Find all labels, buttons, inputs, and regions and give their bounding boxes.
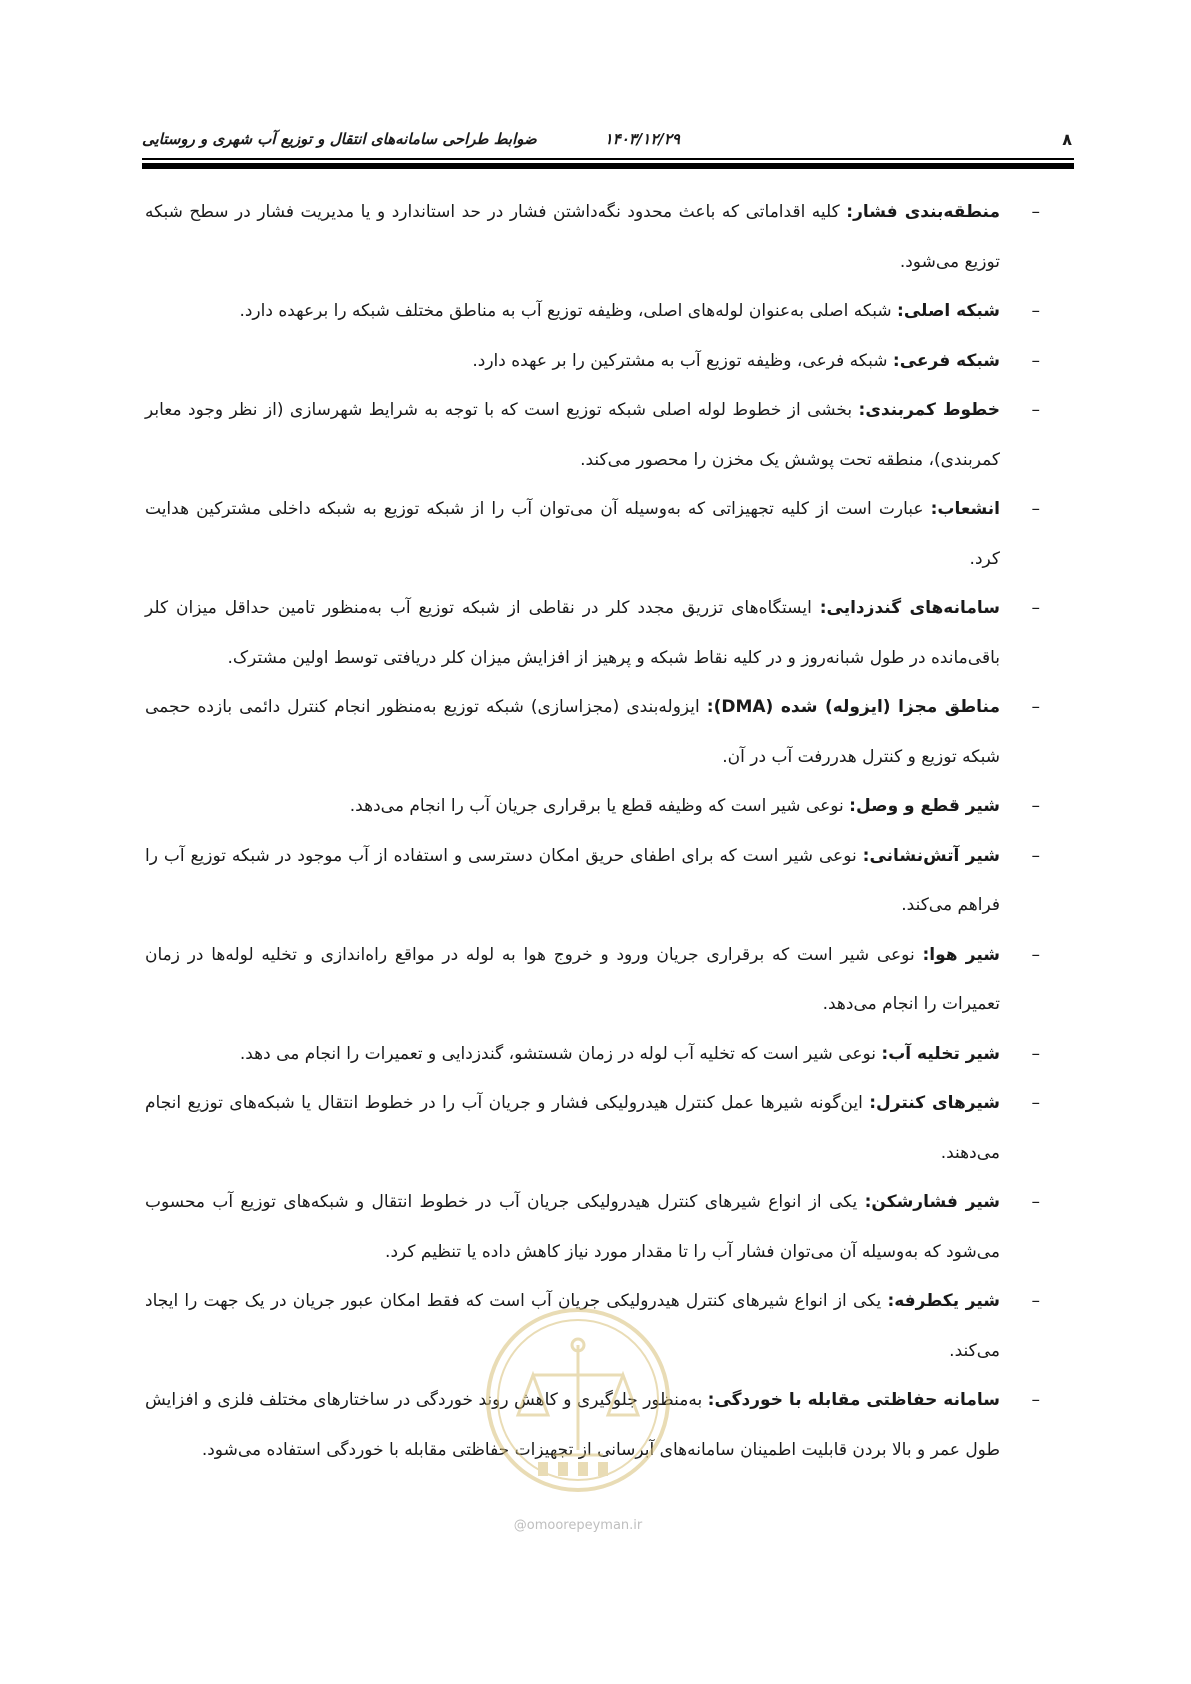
list-dash: – xyxy=(1031,1043,1040,1064)
list-dash: – xyxy=(1031,1390,1040,1410)
list-dash: – xyxy=(1031,598,1040,618)
definition-text: ایستگاه‌های تزریق مجدد کلر در نقاطی از شبکه توزیع آب به‌منظور تامین حداقل میزان کلر باقی‌مانده در طول شبانه‌روز و در کلیه نقاط شبکه و پرهیز از افزایش میزان کلر دریافتی توسط اولین مشترک. xyxy=(145,598,1000,668)
definition-term: شیر فشارشکن: xyxy=(864,1192,1000,1212)
list-dash: – xyxy=(1031,202,1040,222)
definition-term: انشعاب: xyxy=(930,499,1000,519)
definition-term: شبکه فرعی: xyxy=(892,350,1000,371)
definition-term: سامانه‌های گندزدایی: xyxy=(819,598,1000,618)
definition-text: کلیه اقداماتی که باعث محدود نگه‌داشتن فشار در حد استاندارد و یا مدیریت فشار در سطح شبکه توزیع می‌شود. xyxy=(145,202,1000,272)
list-dash: – xyxy=(1031,301,1040,321)
list-dash: – xyxy=(1031,1192,1040,1212)
definition-text: یکی از انواع شیرهای کنترل هیدرولیکی جریان آب در خطوط انتقال و شبکه‌های توزیع آب محسوب می‌شود که به‌وسیله آن می‌توان فشار آب را تا مقدار مورد نیاز کاهش داده یا تنظیم کرد. xyxy=(145,1192,1000,1262)
definition-text: نوعی شیر است که برای اطفای حریق امکان دسترسی و استفاده از آب موجود در شبکه توزیع آب را فراهم می‌کند. xyxy=(145,845,1000,915)
list-dash: – xyxy=(1031,944,1040,965)
definition-text: بخشی از خطوط لوله اصلی شبکه توزیع است که با توجه به شرایط شهرسازی (از نظر وجود معابر کمربندی)، منطقه تحت پوشش یک مخزن را محصور می‌کند. xyxy=(145,400,1000,470)
list-dash: – xyxy=(1031,499,1040,519)
definition-item xyxy=(145,1376,1045,1475)
definition-item xyxy=(145,485,1045,584)
definition-term: مناطق مجزا (ایزوله) شده (DMA): xyxy=(706,697,1000,717)
watermark-url: @omoorepeyman.ir xyxy=(513,1518,643,1533)
header-date: ۱۴۰۳/۱۲/۲۹ xyxy=(604,130,680,148)
definition-item xyxy=(145,782,1045,832)
definition-term: شیرهای کنترل: xyxy=(869,1093,1000,1113)
definition-item xyxy=(145,832,1045,931)
definition-text: شبکه اصلی به‌عنوان لوله‌های اصلی، وظیفه توزیع آب به مناطق مختلف شبکه را برعهده دارد. xyxy=(239,301,898,321)
header-divider-thin xyxy=(142,158,1074,160)
definition-item xyxy=(145,287,1045,337)
definition-term: شیر آتش‌نشانی: xyxy=(862,845,1000,866)
definition-text: عبارت است از کلیه تجهیزاتی که به‌وسیله آن می‌توان آب را از شبکه توزیع به شبکه داخلی مشترکین هدایت کرد. xyxy=(145,499,1000,569)
definition-text: این‌گونه شیرها عمل کنترل هیدرولیکی فشار و جریان آب را در خطوط انتقال یا شبکه‌های توزیع انجام می‌دهند. xyxy=(145,1093,1000,1163)
page-number: ۸ xyxy=(1062,130,1072,149)
definition-term: منطقه‌بندی فشار: xyxy=(846,202,1000,222)
definition-item xyxy=(145,1030,1045,1080)
definition-term: خطوط کمربندی: xyxy=(858,400,1000,420)
definition-item xyxy=(145,337,1045,387)
definition-term: شیر قطع و وصل: xyxy=(849,796,1000,816)
list-dash: – xyxy=(1031,350,1040,371)
definition-item xyxy=(145,1178,1045,1277)
definition-item xyxy=(145,584,1045,683)
list-dash: – xyxy=(1031,796,1040,816)
list-dash: – xyxy=(1031,1093,1040,1113)
list-dash: – xyxy=(1031,1291,1040,1311)
definitions-list xyxy=(145,188,1045,1475)
page-header xyxy=(142,128,1072,154)
definition-term: شبکه اصلی: xyxy=(897,301,1000,321)
definition-text: شبکه فرعی، وظیفه توزیع آب به مشترکین را بر عهده دارد. xyxy=(472,350,893,371)
list-dash: – xyxy=(1031,400,1040,420)
list-dash: – xyxy=(1031,845,1040,866)
definition-item xyxy=(145,1079,1045,1178)
list-dash: – xyxy=(1031,697,1040,717)
definition-text: ایزوله‌بندی (مجزاسازی) شبکه توزیع به‌منظور انجام کنترل دائمی بازده حجمی شبکه توزیع و کنترل هدررفت آب در آن. xyxy=(145,697,1000,767)
definition-term: شیر تخلیه آب: xyxy=(881,1043,1000,1064)
definition-text: نوعی شیر است که برقراری جریان ورود و خروج هوا به لوله در مواقع راه‌اندازی و تخلیه لوله‌ها در زمان تعمیرات را انجام می‌دهد. xyxy=(145,944,1000,1014)
definition-term: شیر هوا: xyxy=(922,944,1000,965)
definition-item xyxy=(145,386,1045,485)
definition-term: شیر یکطرفه: xyxy=(887,1291,1001,1311)
definition-text: نوعی شیر است که وظیفه قطع یا برقراری جریان آب را انجام می‌دهد. xyxy=(349,796,850,816)
definition-item xyxy=(145,683,1045,782)
header-title: ضوابط طراحی سامانه‌های انتقال و توزیع آب شهری و روستایی xyxy=(142,130,537,148)
header-divider-thick xyxy=(142,163,1074,169)
definition-text: یکی از انواع شیرهای کنترل هیدرولیکی جریان آب است که فقط امکان عبور جریان در یک جهت را ایجاد می‌کند. xyxy=(145,1291,1000,1361)
definition-text: نوعی شیر است که تخلیه آب لوله در زمان شستشو، گندزدایی و تعمیرات را انجام می دهد. xyxy=(239,1043,882,1064)
definition-term: سامانه حفاظتی مقابله با خوردگی: xyxy=(707,1390,1000,1410)
definition-text: به‌منظور جلوگیری و کاهش روند خوردگی در ساختارهای مختلف فلزی و افزایش طول عمر و بالا بردن قابلیت اطمینان سامانه‌های آبرسانی از تجهیزات حفاظتی مقابله با خوردگی استفاده می‌شود. xyxy=(145,1390,1000,1460)
definition-item xyxy=(145,188,1045,287)
definition-item xyxy=(145,931,1045,1030)
definition-item xyxy=(145,1277,1045,1376)
